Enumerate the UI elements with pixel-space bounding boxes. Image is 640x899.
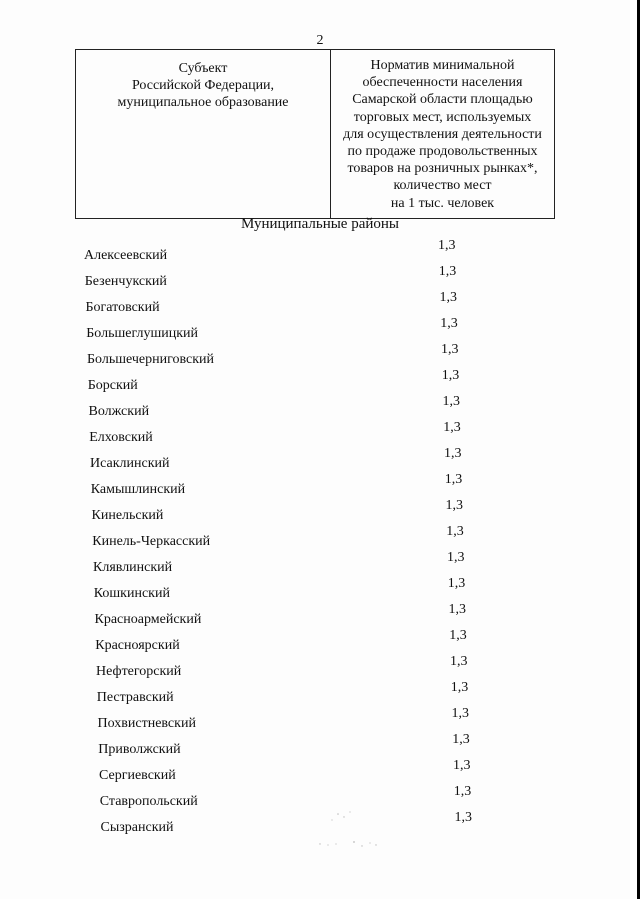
district-value: 1,3 [453, 758, 471, 773]
district-value: 1,3 [442, 394, 460, 409]
header-norm-line: количество мест [393, 178, 492, 194]
district-name: Безенчукский [84, 274, 167, 289]
district-value: 1,3 [448, 602, 466, 617]
district-name: Приволжский [98, 742, 181, 757]
district-name: Елховский [89, 430, 153, 445]
table-header [75, 49, 555, 219]
district-value: 1,3 [444, 472, 463, 487]
header-subject-line: Российской Федерации, [131, 78, 275, 93]
district-value: 1,3 [444, 446, 462, 461]
district-value: 1,3 [440, 316, 458, 331]
district-name: Сызранский [100, 820, 174, 835]
district-name: Клявлинский [93, 560, 173, 575]
district-value: 1,3 [439, 290, 457, 305]
district-value: 1,3 [449, 628, 467, 643]
header-subject-column [76, 50, 331, 218]
district-name: Кинель-Черкасский [92, 534, 211, 549]
district-name: Пестравский [96, 690, 174, 705]
district-value: 1,3 [451, 706, 469, 721]
district-value: 1,3 [438, 264, 457, 279]
header-subject-line: муниципальное образование [117, 95, 289, 110]
district-name: Красноярский [95, 638, 180, 653]
header-norm-line: торговых мест, используемых [353, 109, 532, 125]
header-subject-line: Субъект [178, 61, 228, 76]
district-name: Нефтегорский [96, 664, 182, 679]
district-value: 1,3 [450, 680, 469, 695]
header-norm-column [331, 50, 554, 218]
district-value: 1,3 [443, 420, 461, 435]
district-value: 1,3 [438, 238, 456, 253]
district-name: Кинельский [91, 508, 164, 523]
district-value: 1,3 [445, 498, 463, 513]
district-value: 1,3 [441, 368, 460, 383]
scan-smudge [310, 808, 390, 858]
district-name: Кошкинский [93, 586, 170, 601]
district-name: Красноармейский [94, 612, 202, 627]
district-name: Борский [87, 378, 138, 393]
header-norm-line: Норматив минимальной [370, 58, 515, 73]
district-value: 1,3 [446, 524, 464, 539]
section-title: Муниципальные районы [240, 216, 400, 232]
district-value: 1,3 [454, 810, 472, 825]
district-value: 1,3 [447, 550, 465, 565]
district-name: Ставропольский [99, 794, 198, 809]
district-name: Камышлинский [90, 482, 186, 497]
district-name: Большеглушицкий [86, 326, 199, 341]
district-name: Богатовский [85, 300, 160, 315]
district-name: Большечерниговский [87, 352, 215, 367]
district-value: 1,3 [453, 784, 472, 799]
header-norm-line: для осуществления деятельности [343, 126, 542, 142]
header-norm-line: Самарской области площадью [352, 92, 533, 108]
district-name: Исаклинский [90, 456, 170, 471]
district-value: 1,3 [447, 576, 466, 591]
header-norm-line: товаров на розничных рынках*, [347, 161, 538, 177]
header-norm-line: на 1 тыс. человек [390, 195, 495, 211]
district-value: 1,3 [452, 732, 470, 747]
district-name: Волжский [88, 404, 150, 419]
district-value: 1,3 [450, 654, 468, 669]
district-name: Похвистневский [97, 716, 196, 731]
district-name: Алексеевский [84, 248, 168, 263]
district-name: Сергиевский [99, 768, 176, 783]
district-value: 1,3 [441, 342, 459, 357]
header-norm-line: по продаже продовольственных [347, 144, 538, 160]
header-norm-line: обеспеченности населения [362, 75, 523, 91]
page-number: 2 [316, 33, 324, 48]
